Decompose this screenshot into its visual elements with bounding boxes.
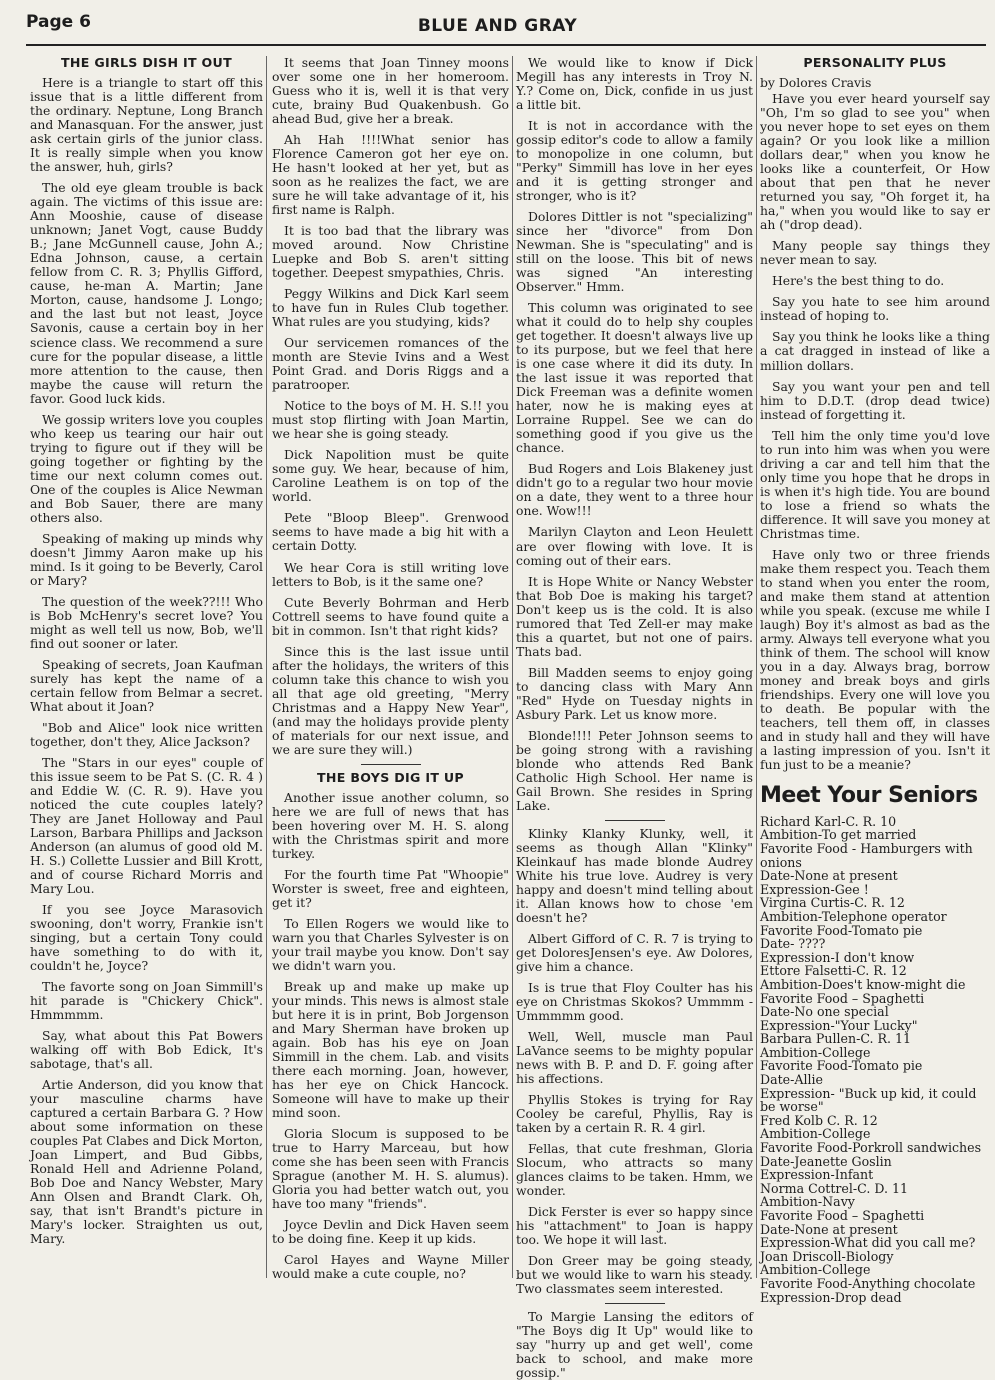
byline: by Dolores Cravis — [760, 75, 872, 91]
senior-line: Favorite Food-Porkroll sandwiches — [760, 1140, 982, 1156]
column-girls-dish — [30, 56, 263, 1278]
column-two — [272, 55, 509, 1282]
page-number: Page 6 — [26, 12, 91, 32]
senior-line: Ambition-Telephone operator — [760, 908, 947, 924]
paragraph: Don Greer may be going steady, but we would like to warn his steady. Two classmates seem interested. — [516, 1253, 753, 1297]
article-heading-boys: THE BOYS DIG IT UP — [317, 769, 464, 785]
senior-line: Expression-Gee ! — [760, 881, 869, 897]
article-heading-girls: THE GIRLS DISH IT OUT — [61, 55, 232, 70]
senior-line: Favorite Food-Anything chocolate — [760, 1275, 976, 1291]
paragraph: Speaking of secrets, Joan Kaufman surely has kept the name of a certain fellow from Belmar a secret. What about it Joan? — [30, 656, 263, 714]
senior-line: Expression-Infant — [760, 1167, 874, 1183]
column-three — [516, 55, 753, 1380]
senior-line: Virgina Curtis-C. R. 12 — [760, 895, 905, 911]
paragraph: Blonde!!!! Peter Johnson seems to be going strong with a ravishing blonde who attends Red Bank Catholic High School. Her name is Gail Brown. She resides in Spring Lake. — [516, 727, 753, 813]
paragraph: The "Stars in our eyes" couple of this issue seem to be Pat S. (C. R. 4 ) and Eddie W. (C. R. 9). Have you noticed the cute couples lately? They are Janet Holloway and Paul Larson, Barbara Phillips and Jackson Anderson (an alumus of good old M. H. S.) Collette Lussier and Bill Krott, and of course Richard Morris and Mary Lou. — [30, 754, 263, 897]
article-heading-personality: PERSONALITY PLUS — [803, 55, 947, 70]
senior-line: Ambition-College — [760, 1262, 871, 1278]
paragraph: Here's the best thing to do. — [772, 273, 945, 289]
paragraph: To Ellen Rogers we would like to warn you that Charles Sylvester is on your trail maybe you know. Don't say we didn't warn you. — [272, 916, 509, 974]
paragraph: Fellas, that cute freshman, Gloria Slocum, who attracts so many glances claims to be taken. Hmm, we wonder. — [516, 1141, 753, 1199]
column-divider — [266, 56, 267, 1278]
column-divider — [512, 56, 513, 1278]
senior-line: Date-None at present — [760, 1221, 898, 1237]
senior-line: Expression-"Your Lucky" — [760, 1017, 918, 1033]
paragraph: Since this is the last issue until after the holidays, the writers of this column take this chance to wish you all that age old greeting, "Merry Christmas and a Happy New Year", (and may the holidays provide plenty of materials for our next issue, and we are sure they will.) — [272, 643, 509, 757]
newspaper-title: BLUE AND GRAY — [417, 16, 578, 36]
paragraph: Joyce Devlin and Dick Haven seem to be doing fine. Keep it up kids. — [272, 1217, 509, 1247]
paragraph: "Bob and Alice" look nice written together, don't they, Alice Jackson? — [30, 719, 263, 749]
senior-line: Richard Karl-C. R. 10 — [760, 813, 897, 829]
paragraph: Ah Hah !!!!What senior has Florence Cameron got her eye on. He hasn't looked at her yet, but as soon as he realizes the fact, we are sure he will take advantage of it, his first name is Ralph. — [272, 132, 509, 218]
paragraph: It seems that Joan Tinney moons over some one in her homeroom. Guess who it is, well it is that very cute, brainy Bud Quakenbush. Go ahead Bud, give her a break. — [272, 55, 509, 127]
paragraph: Dick Napolition must be quite some guy. We hear, because of him, Caroline Leathem is on top of the world. — [272, 447, 509, 505]
senior-line: Ambition-College — [760, 1044, 871, 1060]
senior-line: Fred Kolb C. R. 12 — [760, 1112, 878, 1128]
paragraph: Phyllis Stokes is trying for Ray Cooley be careful, Phyllis, Ray is taken by a certain R. R. 4 girl. — [516, 1092, 753, 1136]
senior-line: Joan Driscoll-Biology — [760, 1248, 894, 1264]
paragraph: The favorte song on Joan Simmill's hit parade is "Chickery Chick". Hmmmmm. — [30, 979, 263, 1023]
paragraph: Speaking of making up minds why doesn't Jimmy Aaron make up his mind. Is it going to be Beverly, Carol or Mary? — [30, 530, 263, 588]
paragraph: The old eye gleam trouble is back again. The victims of this issue are: Ann Mooshie, cause of disease unknown; Janet Vogt, cause Buddy B.; Jane McGunnell cause, John A.; Edna Johnson, cause, a certain fellow from C. R. 3; Phyllis Gifford, cause, he-man A. Martin; Jane Morton, cause, handsome J. Longo; and the last but not least, Joyce Savonis, cause a certain boy in her science class. We recommend a sure cure for the popular disease, a little more attention to the cause, then maybe the cause will return the favor. Good luck kids. — [30, 180, 263, 406]
senior-line: Favorite Food - Hamburgers with onions — [760, 840, 973, 870]
paragraph: Break up and make up make up your minds. This news is almost stale but here it is in print, Bob Jorgenson and Mary Sherman have broken up again. Bob has his eye on Joan Simmill in the chem. Lab. and visits there each morning. Joan, however, has her eye on Chick Hancock. Someone will have to make up their mind soon. — [272, 979, 509, 1121]
paragraph: Gloria Slocum is supposed to be true to Harry Marceau, but how come she has been seen with Francis Sprague (another M. H. S. alumus). Gloria you had better watch out, you have too many "friends". — [272, 1126, 509, 1212]
senior-line: Favorite Food-Tomato pie — [760, 1058, 923, 1074]
section-rule — [361, 764, 421, 765]
senior-line: Favorite Food – Spaghetti — [760, 990, 925, 1006]
senior-line: Norma Cottrel-C. D. 11 — [760, 1180, 909, 1196]
senior-line: Ambition-To get married — [760, 827, 917, 843]
header-rule — [26, 44, 986, 46]
paragraph: Pete "Bloop Bleep". Grenwood seems to have made a big hit with a certain Dotty. — [272, 510, 509, 554]
paragraph: It is not in accordance with the gossip editor's code to allow a family to monopolize in one column, but "Perky" Simmill has love in her eyes and it is getting stronger and stronger, who is it? — [516, 118, 753, 204]
closing-note: To Margie Lansing the editors of "The Boys dig It Up" would like to say "hurry up and get well', come back to school, and make more gossip." — [516, 1309, 753, 1380]
paragraph: If you see Joyce Marasovich swooning, don't worry, Frankie isn't singing, but a certain Tony could have something to do with it, couldn't he, Joyce? — [30, 902, 263, 974]
senior-line: Date- ???? — [760, 936, 826, 952]
paragraph: Another issue another column, so here we are full of news that has been hovering over M. H. S. along with the Christmas spirit and more turkey. — [272, 789, 509, 861]
senior-line: Expression- "Buck up kid, it could be worse" — [760, 1085, 977, 1115]
senior-line: Expression-I don't know — [760, 949, 915, 965]
paragraph: Our servicemen romances of the month are Stevie Ivins and a West Point Grad. and Doris Riggs and a paratrooper. — [272, 335, 509, 393]
senior-line: Ettore Falsetti-C. R. 12 — [760, 963, 907, 979]
paragraph: Artie Anderson, did you know that your masculine charms have captured a certain Barbara G. ? How about some information on these couples Pat Clabes and Dick Morton, Joan Limpert, and Bud Gibbs, Ronald Hell and Adrienne Poland, Bob Doe and Nancy Webster, Mary Ann Olsen and Brandt Clark. Oh, say, that isn't Brandt's picture in Mary's locker. Straighten us out, Mary. — [30, 1077, 263, 1247]
paragraph: For the fourth time Pat "Whoopie" Worster is sweet, free and eighteen, get it? — [272, 867, 509, 911]
masthead — [0, 0, 995, 48]
paragraph: Is is true that Floy Coulter has his eye on Christmas Skokos? Ummmm - Ummmmm good. — [516, 979, 753, 1023]
paragraph: We hear Cora is still writing love letters to Bob, is it the same one? — [272, 559, 509, 589]
paragraph: It is too bad that the library was moved around. Now Christine Luepke and Bob S. aren't sitting together. Deepest smypathies, Chris. — [272, 223, 509, 281]
paragraph: Say you want your pen and tell him to D.D.T. (drop dead twice) instead of forgetting it. — [760, 378, 990, 422]
paragraph: Well, Well, muscle man Paul LaVance seems to be mighty popular news with B. P. and D. F. going after his affections. — [516, 1028, 753, 1087]
section-rule — [605, 820, 665, 821]
paragraph: Here is a triangle to start off this issue that is a little different from the ordinary. Neptune, Long Branch and Manasquan. For the answer, just ask certain girls of the junior class. It is really simple when you know the answer, huh, girls? — [30, 75, 263, 175]
paragraph: Bill Madden seems to enjoy going to dancing class with Mary Ann "Red" Hyde on Tuesday nights in Asbury Park. Let us know more. — [516, 664, 753, 722]
paragraph: Carol Hayes and Wayne Miller would make a cute couple, no? — [272, 1252, 509, 1282]
senior-line: Date-Jeanette Goslin — [760, 1153, 892, 1169]
paragraph: Dolores Dittler is not "specializing" since her "divorce" from Don Newman. She is "speculating" and is still on the loose. This bit of news was signed "An interesting Observer." Hmm. — [516, 209, 753, 295]
senior-line: Barbara Pullen-C. R. 11 — [760, 1031, 912, 1047]
paragraph: This column was originated to see what it could do to help shy couples get together. It doesn't always live up to its purpose, but we feel that here is one case where it did its duty. In the last issue it was reported that Dick Freeman was a definite women hater, now he is making eyes at Lorraine Ruppel. See we can do something good if you give us the chance. — [516, 300, 753, 456]
paragraph: Klinky Klanky Klunky, well, it seems as though Allan "Klinky" Kleinkauf has made blonde Audrey White his true love. Audrey is very happy and doesn't mind telling about it. Allan knows how to chose 'em doesn't he? — [516, 825, 753, 925]
senior-line: Ambition-Does't know-might die — [760, 976, 966, 992]
paragraph: Peggy Wilkins and Dick Karl seem to have fun in Rules Club together. What rules are you studying, kids? — [272, 286, 509, 330]
paragraph: Marilyn Clayton and Leon Heulett are over flowing with love. It is coming out of their ears. — [516, 524, 753, 568]
paragraph: Have only two or three friends make them respect you. Teach them to stand when you enter the room, and make them stand at attention while you speak. (excuse me while I laugh) Boy it's almost as bad as the army. Always tell everyone what you think of them. The school will know you in a day. Always brag, borrow money and break boys and girls friendships. Every one will love you to death. Be popular with the teachers, tell them off, in classes and in study hall and they will have a lasting impression of you. Isn't it fun just to be a meanie? — [760, 546, 990, 772]
senior-line: Ambition-College — [760, 1126, 871, 1142]
senior-line: Ambition-Navy — [760, 1194, 855, 1210]
senior-line: Favorite Food-Tomato pie — [760, 922, 923, 938]
paragraph: The question of the week??!!! Who is Bob McHenry's secret love? You might as well tell us now, Bob, we'll find out sooner or later. — [30, 593, 263, 651]
paragraph: Have you ever heard yourself say "Oh, I'm so glad to see you" when you never hope to set eyes on them again? Or you look like a million dollars dear," when you know he looks like a counterfeit, Or How about that pen that he never returned you say, "Oh forget it, ha ha," when you would like to say er ah ("drop dead). — [760, 91, 990, 233]
paragraph: Say you hate to see him around instead of hoping to. — [760, 294, 990, 324]
paragraph: Albert Gifford of C. R. 7 is trying to get DoloresJensen's eye. Aw Dolores, give him a chance. — [516, 930, 753, 974]
senior-line: Favorite Food – Spaghetti — [760, 1208, 925, 1224]
seniors-list — [760, 815, 990, 1304]
paragraph: Bud Rogers and Lois Blakeney just didn't go to a regular two hour movie on a date, they went to a three hour one. Wow!!! — [516, 461, 753, 519]
paragraph: Many people say things they never mean to say. — [760, 238, 990, 268]
paragraph: Say, what about this Pat Bowers walking off with Bob Edick, It's sabotage, that's all. — [30, 1028, 263, 1072]
paragraph: We would like to know if Dick Megill has any interests in Troy N. Y.? Come on, Dick, confide in us just a little bit. — [516, 55, 753, 113]
paragraph: Dick Ferster is ever so happy since his "attachment" to Joan is happy too. We hope it will last. — [516, 1204, 753, 1248]
column-personality-plus — [760, 55, 990, 1305]
senior-line: Date-None at present — [760, 868, 898, 884]
paragraph: We gossip writers love you couples who keep us tearing our hair out trying to figure out if they will be going together or fighting by the time our next column comes out. One of the couples is Alice Newman and Bob Sauer, there are many others also. — [30, 411, 263, 525]
paragraph: Tell him the only time you'd love to run into him was when you were driving a car and tell him that the only time you hope that he drops in is when it's high tide. You are bound to lose a friend so whats the difference. It will save you money at Christmas time. — [760, 427, 990, 541]
paragraph: Cute Beverly Bohrman and Herb Cottrell seems to have found quite a bit in common. Isn't that right kids? — [272, 594, 509, 638]
senior-line: Date-Allie — [760, 1072, 824, 1088]
senior-line: Expression-What did you call me? — [760, 1235, 976, 1251]
paragraph: It is Hope White or Nancy Webster that Bob Doe is making his target? Don't keep us is the cold. It is also rumored that Ted Zell-er may make this a quartet, but not one of pairs. Thats bad. — [516, 573, 753, 659]
column-divider — [756, 56, 757, 1278]
seniors-heading: Meet Your Seniors — [760, 782, 978, 808]
paragraph: Say you think he looks like a thing a cat dragged in instead of like a million dollars. — [760, 329, 990, 373]
senior-line: Expression-Drop dead — [760, 1289, 902, 1305]
paragraph: Notice to the boys of M. H. S.!! you must stop flirting with Joan Martin, we hear she is going steady. — [272, 398, 509, 442]
section-rule — [605, 1303, 665, 1304]
senior-line: Date-No one special — [760, 1004, 889, 1020]
